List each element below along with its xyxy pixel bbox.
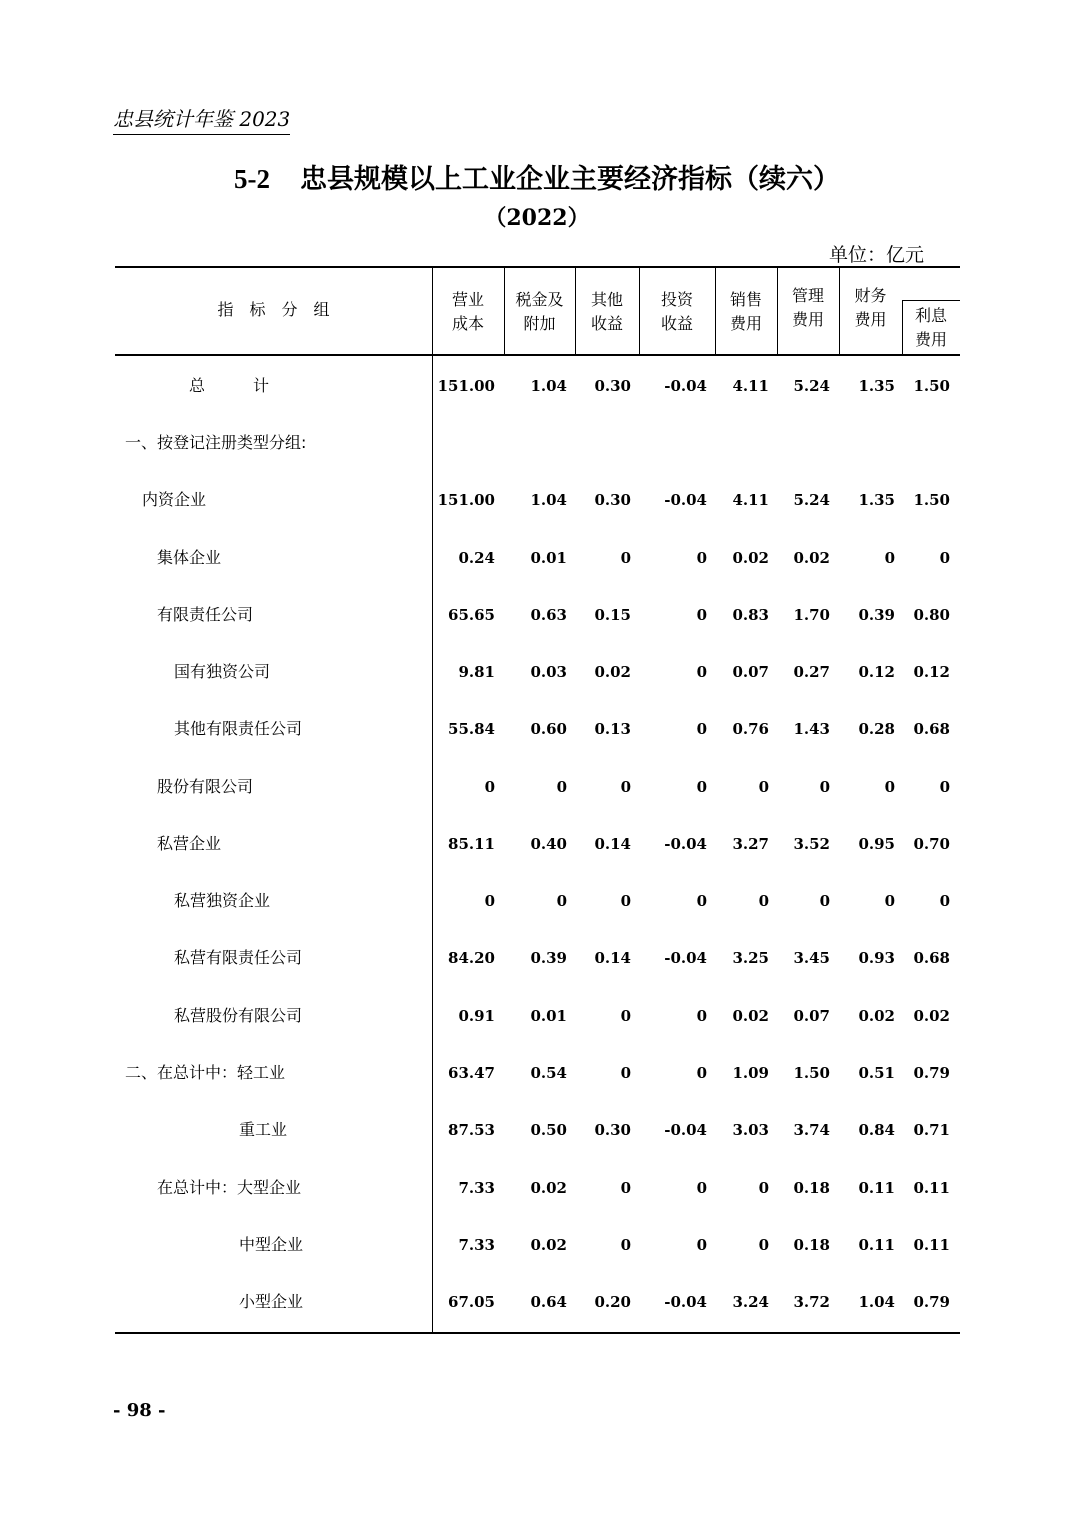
cell-admin-expenses: 0.18 bbox=[793, 1236, 830, 1254]
cell-taxes-surcharges: 0.60 bbox=[530, 720, 567, 738]
row-label: 内资企业 bbox=[142, 490, 207, 509]
table-number: 5-2 bbox=[234, 164, 270, 194]
row-label: 私营股份有限公司 bbox=[174, 1006, 303, 1025]
table-row bbox=[115, 1230, 960, 1260]
cell-taxes-surcharges: 0 bbox=[556, 892, 567, 910]
cell-operating-cost: 0.24 bbox=[458, 549, 495, 567]
cell-selling-expenses: 0 bbox=[758, 1236, 769, 1254]
cell-interest-expenses: 0 bbox=[939, 549, 950, 567]
header-selling-expenses: 销售 费用 bbox=[729, 290, 762, 333]
table-row bbox=[115, 943, 960, 973]
cell-operating-cost: 151.00 bbox=[437, 377, 495, 395]
cell-investment-income: 0 bbox=[696, 1236, 707, 1254]
cell-interest-expenses: 0.11 bbox=[913, 1236, 950, 1254]
cell-operating-cost: 87.53 bbox=[448, 1121, 495, 1139]
cell-other-income: 0.14 bbox=[594, 835, 631, 853]
cell-interest-expenses: 0.68 bbox=[913, 949, 950, 967]
cell-admin-expenses: 0 bbox=[819, 778, 830, 796]
row-label: 一、按登记注册类型分组: bbox=[125, 433, 307, 452]
cell-interest-expenses: 0.79 bbox=[913, 1064, 950, 1082]
cell-investment-income: 0 bbox=[696, 892, 707, 910]
cell-other-income: 0 bbox=[620, 1179, 631, 1197]
cell-interest-expenses: 0.12 bbox=[913, 663, 950, 681]
cell-selling-expenses: 0 bbox=[758, 892, 769, 910]
row-label: 小型企业 bbox=[239, 1292, 304, 1311]
header-operating-cost: 营业 成本 bbox=[451, 290, 484, 333]
cell-other-income: 0.02 bbox=[594, 663, 631, 681]
cell-operating-cost: 7.33 bbox=[458, 1179, 495, 1197]
cell-investment-income: -0.04 bbox=[664, 377, 707, 395]
table-row bbox=[115, 714, 960, 744]
cell-interest-expenses: 0.68 bbox=[913, 720, 950, 738]
cell-investment-income: 0 bbox=[696, 663, 707, 681]
cell-financial-expenses: 0.28 bbox=[858, 720, 895, 738]
cell-interest-expenses: 0 bbox=[939, 892, 950, 910]
cell-admin-expenses: 3.52 bbox=[793, 835, 830, 853]
cell-admin-expenses: 0.02 bbox=[793, 549, 830, 567]
table-row bbox=[115, 428, 960, 458]
cell-admin-expenses: 5.24 bbox=[793, 377, 830, 395]
cell-operating-cost: 63.47 bbox=[448, 1064, 495, 1082]
row-label: 有限责任公司 bbox=[157, 605, 254, 624]
cell-taxes-surcharges: 1.04 bbox=[530, 377, 567, 395]
table-row bbox=[115, 657, 960, 687]
cell-other-income: 0.30 bbox=[594, 377, 631, 395]
cell-operating-cost: 85.11 bbox=[448, 835, 495, 853]
cell-other-income: 0.30 bbox=[594, 491, 631, 509]
cell-other-income: 0 bbox=[620, 1007, 631, 1025]
page-number: - 98 - bbox=[113, 1400, 166, 1421]
row-label: 重工业 bbox=[239, 1120, 288, 1139]
cell-selling-expenses: 4.11 bbox=[732, 491, 769, 509]
cell-other-income: 0.30 bbox=[594, 1121, 631, 1139]
cell-financial-expenses: 0 bbox=[884, 549, 895, 567]
cell-financial-expenses: 1.35 bbox=[858, 491, 895, 509]
cell-operating-cost: 7.33 bbox=[458, 1236, 495, 1254]
cell-taxes-surcharges: 0.50 bbox=[530, 1121, 567, 1139]
cell-interest-expenses: 0.70 bbox=[913, 835, 950, 853]
cell-other-income: 0 bbox=[620, 778, 631, 796]
cell-other-income: 0 bbox=[620, 549, 631, 567]
cell-selling-expenses: 3.27 bbox=[732, 835, 769, 853]
cell-investment-income: -0.04 bbox=[664, 1293, 707, 1311]
indicator-header: 指 标 分 组 bbox=[217, 300, 330, 319]
cell-taxes-surcharges: 0.64 bbox=[530, 1293, 567, 1311]
cell-admin-expenses: 0 bbox=[819, 892, 830, 910]
cell-investment-income: -0.04 bbox=[664, 835, 707, 853]
table-row bbox=[115, 1001, 960, 1031]
cell-selling-expenses: 0.02 bbox=[732, 549, 769, 567]
cell-investment-income: 0 bbox=[696, 720, 707, 738]
cell-financial-expenses: 0.12 bbox=[858, 663, 895, 681]
cell-taxes-surcharges: 0.40 bbox=[530, 835, 567, 853]
cell-interest-expenses: 1.50 bbox=[913, 377, 950, 395]
cell-financial-expenses: 1.35 bbox=[858, 377, 895, 395]
cell-other-income: 0 bbox=[620, 1064, 631, 1082]
cell-other-income: 0.14 bbox=[594, 949, 631, 967]
table-row bbox=[115, 829, 960, 859]
cell-selling-expenses: 3.03 bbox=[732, 1121, 769, 1139]
row-label: 其他有限责任公司 bbox=[174, 719, 303, 738]
cell-other-income: 0 bbox=[620, 892, 631, 910]
cell-financial-expenses: 0.93 bbox=[858, 949, 895, 967]
cell-financial-expenses: 0.84 bbox=[858, 1121, 895, 1139]
cell-operating-cost: 9.81 bbox=[458, 663, 495, 681]
table-row bbox=[115, 485, 960, 515]
cell-other-income: 0.13 bbox=[594, 720, 631, 738]
cell-selling-expenses: 1.09 bbox=[732, 1064, 769, 1082]
cell-admin-expenses: 0.07 bbox=[793, 1007, 830, 1025]
cell-investment-income: -0.04 bbox=[664, 949, 707, 967]
cell-interest-expenses: 1.50 bbox=[913, 491, 950, 509]
table-row bbox=[115, 600, 960, 630]
cell-investment-income: 0 bbox=[696, 778, 707, 796]
cell-selling-expenses: 0.02 bbox=[732, 1007, 769, 1025]
cell-investment-income: -0.04 bbox=[664, 491, 707, 509]
cell-interest-expenses: 0 bbox=[939, 778, 950, 796]
cell-financial-expenses: 0 bbox=[884, 892, 895, 910]
cell-operating-cost: 0 bbox=[484, 778, 495, 796]
cell-investment-income: 0 bbox=[696, 1007, 707, 1025]
table-top-rule bbox=[115, 266, 960, 268]
cell-admin-expenses: 3.74 bbox=[793, 1121, 830, 1139]
cell-selling-expenses: 0.07 bbox=[732, 663, 769, 681]
cell-operating-cost: 84.20 bbox=[448, 949, 495, 967]
cell-selling-expenses: 3.25 bbox=[732, 949, 769, 967]
cell-taxes-surcharges: 0.01 bbox=[530, 1007, 567, 1025]
cell-admin-expenses: 5.24 bbox=[793, 491, 830, 509]
cell-financial-expenses: 0.95 bbox=[858, 835, 895, 853]
cell-admin-expenses: 1.50 bbox=[793, 1064, 830, 1082]
cell-selling-expenses: 3.24 bbox=[732, 1293, 769, 1311]
cell-operating-cost: 0 bbox=[484, 892, 495, 910]
cell-investment-income: 0 bbox=[696, 549, 707, 567]
cell-admin-expenses: 3.45 bbox=[793, 949, 830, 967]
cell-interest-expenses: 0.02 bbox=[913, 1007, 950, 1025]
cell-taxes-surcharges: 0.63 bbox=[530, 606, 567, 624]
cell-operating-cost: 0.91 bbox=[458, 1007, 495, 1025]
row-label: 私营企业 bbox=[157, 834, 222, 853]
cell-admin-expenses: 1.43 bbox=[793, 720, 830, 738]
cell-investment-income: 0 bbox=[696, 1064, 707, 1082]
table-bottom-rule bbox=[115, 1332, 960, 1334]
cell-admin-expenses: 3.72 bbox=[793, 1293, 830, 1311]
row-label: 总 计 bbox=[189, 376, 270, 395]
cell-investment-income: 0 bbox=[696, 1179, 707, 1197]
row-label: 私营有限责任公司 bbox=[174, 948, 303, 967]
cell-financial-expenses: 0.11 bbox=[858, 1236, 895, 1254]
header-other-income: 其他 收益 bbox=[590, 290, 623, 333]
unit-label: 单位：亿元 bbox=[828, 244, 924, 266]
cell-interest-expenses: 0.11 bbox=[913, 1179, 950, 1197]
cell-other-income: 0.15 bbox=[594, 606, 631, 624]
interest-subheader-rule bbox=[902, 300, 960, 301]
table-title-text: 忠县规模以上工业企业主要经济指标（续六） bbox=[300, 164, 840, 195]
header-admin-expenses: 管理 费用 bbox=[791, 286, 824, 329]
cell-interest-expenses: 0.80 bbox=[913, 606, 950, 624]
cell-investment-income: 0 bbox=[696, 606, 707, 624]
cell-operating-cost: 65.65 bbox=[448, 606, 495, 624]
cell-operating-cost: 55.84 bbox=[448, 720, 495, 738]
table-row bbox=[115, 371, 960, 401]
cell-taxes-surcharges: 0.01 bbox=[530, 549, 567, 567]
cell-taxes-surcharges: 0.02 bbox=[530, 1179, 567, 1197]
cell-other-income: 0.20 bbox=[594, 1293, 631, 1311]
cell-financial-expenses: 0 bbox=[884, 778, 895, 796]
cell-admin-expenses: 0.27 bbox=[793, 663, 830, 681]
table-year: （2022） bbox=[484, 205, 590, 231]
table-row bbox=[115, 1173, 960, 1203]
cell-interest-expenses: 0.71 bbox=[913, 1121, 950, 1139]
cell-interest-expenses: 0.79 bbox=[913, 1293, 950, 1311]
running-header: 忠县统计年鉴 2023 bbox=[113, 103, 290, 135]
table-row bbox=[115, 1058, 960, 1088]
cell-taxes-surcharges: 0.02 bbox=[530, 1236, 567, 1254]
cell-investment-income: -0.04 bbox=[664, 1121, 707, 1139]
cell-selling-expenses: 0 bbox=[758, 1179, 769, 1197]
cell-admin-expenses: 0.18 bbox=[793, 1179, 830, 1197]
header-interest-expenses: 利息 费用 bbox=[914, 306, 947, 349]
cell-taxes-surcharges: 0 bbox=[556, 778, 567, 796]
cell-financial-expenses: 0.51 bbox=[858, 1064, 895, 1082]
row-label: 集体企业 bbox=[157, 548, 222, 567]
cell-other-income: 0 bbox=[620, 1236, 631, 1254]
row-label: 二、在总计中：轻工业 bbox=[125, 1063, 286, 1082]
cell-selling-expenses: 4.11 bbox=[732, 377, 769, 395]
header-financial-expenses: 财务 费用 bbox=[854, 286, 887, 329]
row-label: 中型企业 bbox=[239, 1235, 304, 1254]
row-label: 国有独资公司 bbox=[174, 662, 271, 681]
table-row bbox=[115, 543, 960, 573]
cell-selling-expenses: 0.76 bbox=[732, 720, 769, 738]
cell-taxes-surcharges: 0.39 bbox=[530, 949, 567, 967]
header-investment-income: 投资 收益 bbox=[660, 290, 693, 333]
cell-financial-expenses: 1.04 bbox=[858, 1293, 895, 1311]
cell-financial-expenses: 0.39 bbox=[858, 606, 895, 624]
table-header-rule bbox=[115, 354, 960, 356]
cell-taxes-surcharges: 0.03 bbox=[530, 663, 567, 681]
header-taxes-surcharges: 税金及 附加 bbox=[515, 290, 564, 333]
table-row bbox=[115, 1287, 960, 1317]
cell-operating-cost: 67.05 bbox=[448, 1293, 495, 1311]
table-row bbox=[115, 772, 960, 802]
table-row bbox=[115, 1115, 960, 1145]
table-title bbox=[0, 157, 1074, 196]
row-label: 在总计中：大型企业 bbox=[157, 1178, 302, 1197]
row-label: 私营独资企业 bbox=[174, 891, 271, 910]
cell-operating-cost: 151.00 bbox=[437, 491, 495, 509]
cell-selling-expenses: 0 bbox=[758, 778, 769, 796]
cell-admin-expenses: 1.70 bbox=[793, 606, 830, 624]
cell-selling-expenses: 0.83 bbox=[732, 606, 769, 624]
cell-financial-expenses: 0.02 bbox=[858, 1007, 895, 1025]
cell-taxes-surcharges: 0.54 bbox=[530, 1064, 567, 1082]
cell-financial-expenses: 0.11 bbox=[858, 1179, 895, 1197]
table-row bbox=[115, 886, 960, 916]
cell-taxes-surcharges: 1.04 bbox=[530, 491, 567, 509]
row-label: 股份有限公司 bbox=[157, 777, 254, 796]
